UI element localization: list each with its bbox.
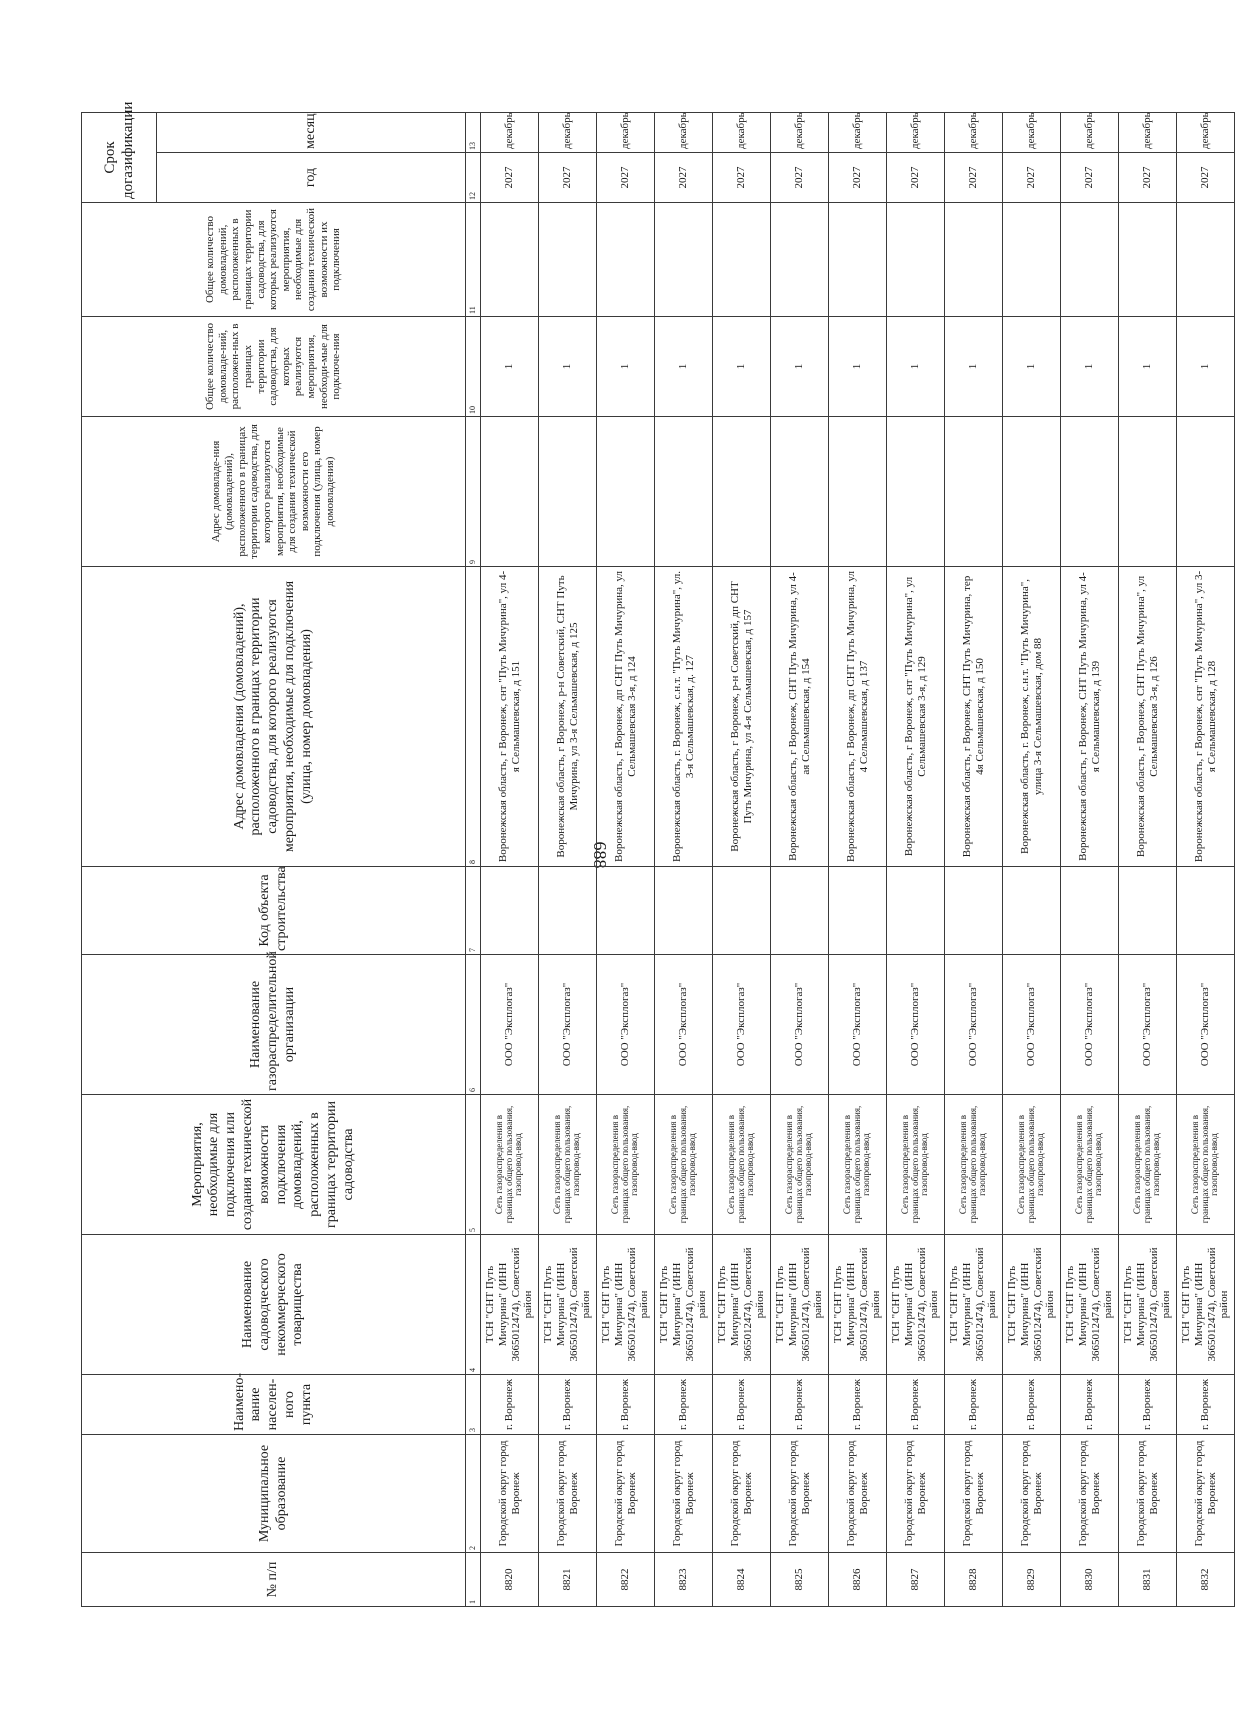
term-year-cell: 2027 <box>1177 153 1235 203</box>
address-cell: Воронежская область, г Воронеж, снт "Путь Мичурина", ул Сельмашевская 3-я, д 129 <box>887 567 945 867</box>
address-cell: Воронежская область, г Воронеж, СНТ Путь Мичурина, ул 4-ая Сельмашевская, д 154 <box>771 567 829 867</box>
snt-name-cell: ТСН "СНТ Путь Мичурина" (ИНН 3665012474), Советский район <box>1119 1235 1177 1375</box>
address-cell: Воронежская область, г Воронеж, р-н Советский, СНТ Путь Мичурина, ул 3-я Сельмашевская, д 125 <box>539 567 597 867</box>
address-tech-cell <box>481 417 539 567</box>
gas-org-cell: ООО "Эксплогаз" <box>945 955 1003 1095</box>
object-code-cell <box>1177 867 1235 955</box>
object-code-cell <box>481 867 539 955</box>
object-code-cell <box>1003 867 1061 955</box>
term-month-cell: декабрь <box>1003 112 1061 152</box>
address-tech-cell <box>1003 417 1061 567</box>
header-col-3: Наимено-вание населен-ного пункта <box>82 1375 466 1435</box>
gas-org-cell: ООО "Эксплогаз" <box>1003 955 1061 1095</box>
settlement-cell: г. Воронеж <box>1061 1375 1119 1435</box>
header-col-2: Муниципальное образование <box>82 1435 466 1553</box>
household-count-tech-cell <box>655 203 713 317</box>
table-row <box>539 112 597 1606</box>
settlement-cell: г. Воронеж <box>771 1375 829 1435</box>
row-number: 8826 <box>829 1553 887 1607</box>
object-code-cell <box>1061 867 1119 955</box>
household-count-tech-cell <box>597 203 655 317</box>
event-cell: Сеть газораспределения в границах общего пользования, газопровод-ввод <box>713 1095 771 1235</box>
address-cell: Воронежская область, г Воронеж, СНТ Путь Мичурина", ул Сельмашевская 3-я, д 126 <box>1119 567 1177 867</box>
header-col-4: Наименование садоводческого некоммерческого товарищества <box>82 1235 466 1375</box>
table-row <box>771 112 829 1606</box>
household-count-tech-cell <box>713 203 771 317</box>
term-month-cell: декабрь <box>481 112 539 152</box>
table-row <box>1119 112 1177 1606</box>
column-number: 13 <box>466 112 481 152</box>
header-col-6: Наименование газораспределительной организации <box>82 955 466 1095</box>
term-month-cell: декабрь <box>1061 112 1119 152</box>
table-row <box>655 112 713 1606</box>
snt-name-cell: ТСН "СНТ Путь Мичурина" (ИНН 3665012474), Советский район <box>829 1235 887 1375</box>
table-row <box>481 112 539 1606</box>
term-year-cell: 2027 <box>887 153 945 203</box>
snt-name-cell: ТСН "СНТ Путь Мичурина" (ИНН 3665012474), Советский район <box>1177 1235 1235 1375</box>
snt-name-cell: ТСН "СНТ Путь Мичурина" (ИНН 3665012474), Советский район <box>539 1235 597 1375</box>
row-number: 8823 <box>655 1553 713 1607</box>
settlement-cell: г. Воронеж <box>713 1375 771 1435</box>
settlement-cell: г. Воронеж <box>1119 1375 1177 1435</box>
header-col-5: Мероприятия, необходимые для подключения или создания технической возможности подключения домовладений, расположенных в границах территории садоводства <box>82 1095 466 1235</box>
header-col-1: № п/п <box>82 1553 466 1607</box>
address-tech-cell <box>771 417 829 567</box>
event-cell: Сеть газораспределения в границах общего пользования, газопровод-ввод <box>1061 1095 1119 1235</box>
event-cell: Сеть газораспределения в границах общего пользования, газопровод-ввод <box>945 1095 1003 1235</box>
household-count-tech-cell <box>1061 203 1119 317</box>
term-year-cell: 2027 <box>829 153 887 203</box>
address-cell: Воронежская область, г Воронеж, снт "Путь Мичурина", ул 4-я Сельмашевская, д 151 <box>481 567 539 867</box>
term-month-cell: декабрь <box>887 112 945 152</box>
row-number: 8827 <box>887 1553 945 1607</box>
header-col-11: Общее количество домовладений, расположенных в границах территории садоводства, для которых реализуются мероприятия, необходимые для создания технической возможности их подключения <box>82 203 466 317</box>
header-col-8: Адрес домовладения (домовладений), расположенного в границах территории садоводства, для которого реализуются мероприятия, необходимые для подключения (улица, номер домовладения) <box>82 567 466 867</box>
header-col-10: Общее количество домовладе-ний, расположен-ных в границах территории садоводства, для которых реализуются мероприятия, необходи-мые для подключе-ния <box>82 317 466 417</box>
row-number: 8824 <box>713 1553 771 1607</box>
household-count-cell: 1 <box>887 317 945 417</box>
rotated-table-container <box>81 101 1235 1607</box>
row-number: 8829 <box>1003 1553 1061 1607</box>
header-col-9: Адрес домовладе-ния (домовладений), расположенного в границах территории садоводства, для которого реализуются мероприятия, необходимые для создания технической возможности его подключения (улица, номер домовладения) <box>82 417 466 567</box>
row-number: 8831 <box>1119 1553 1177 1607</box>
snt-name-cell: ТСН "СНТ Путь Мичурина" (ИНН 3665012474), Советский район <box>597 1235 655 1375</box>
household-count-cell: 1 <box>1003 317 1061 417</box>
term-month-cell: декабрь <box>1119 112 1177 152</box>
object-code-cell <box>1119 867 1177 955</box>
term-month-cell: декабрь <box>1177 112 1235 152</box>
term-month-cell: декабрь <box>597 112 655 152</box>
event-cell: Сеть газораспределения в границах общего пользования, газопровод-ввод <box>1119 1095 1177 1235</box>
household-count-cell: 1 <box>829 317 887 417</box>
municipality-cell: Городской округ город Воронеж <box>1061 1435 1119 1553</box>
municipality-cell: Городской округ город Воронеж <box>887 1435 945 1553</box>
object-code-cell <box>655 867 713 955</box>
header-term-year: год <box>157 153 466 203</box>
object-code-cell <box>597 867 655 955</box>
table-row <box>1177 112 1235 1606</box>
term-month-cell: декабрь <box>539 112 597 152</box>
row-number: 8821 <box>539 1553 597 1607</box>
gas-org-cell: ООО "Эксплогаз" <box>771 955 829 1095</box>
header-term-group: Срок догазификации <box>82 112 157 202</box>
household-count-tech-cell <box>829 203 887 317</box>
snt-name-cell: ТСН "СНТ Путь Мичурина" (ИНН 3665012474), Советский район <box>481 1235 539 1375</box>
household-count-cell: 1 <box>1061 317 1119 417</box>
event-cell: Сеть газораспределения в границах общего пользования, газопровод-ввод <box>829 1095 887 1235</box>
event-cell: Сеть газораспределения в границах общего пользования, газопровод-ввод <box>481 1095 539 1235</box>
snt-name-cell: ТСН "СНТ Путь Мичурина" (ИНН 3665012474), Советский район <box>1003 1235 1061 1375</box>
term-month-cell: декабрь <box>713 112 771 152</box>
household-count-cell: 1 <box>771 317 829 417</box>
column-number: 12 <box>466 153 481 203</box>
term-month-cell: декабрь <box>829 112 887 152</box>
table-body <box>82 101 1235 1606</box>
municipality-cell: Городской округ город Воронеж <box>771 1435 829 1553</box>
municipality-cell: Городской округ город Воронеж <box>539 1435 597 1553</box>
household-count-cell: 1 <box>713 317 771 417</box>
household-count-tech-cell <box>887 203 945 317</box>
term-year-cell: 2027 <box>655 153 713 203</box>
row-number: 8825 <box>771 1553 829 1607</box>
table-row <box>597 112 655 1606</box>
column-number: 11 <box>466 203 481 317</box>
column-number: 5 <box>466 1095 481 1235</box>
header-row <box>82 112 157 1606</box>
municipality-cell: Городской округ город Воронеж <box>1119 1435 1177 1553</box>
row-number: 8830 <box>1061 1553 1119 1607</box>
address-tech-cell <box>945 417 1003 567</box>
address-tech-cell <box>655 417 713 567</box>
household-count-tech-cell <box>1119 203 1177 317</box>
term-year-cell: 2027 <box>771 153 829 203</box>
settlement-cell: г. Воронеж <box>887 1375 945 1435</box>
column-number: 9 <box>466 417 481 567</box>
address-cell: Воронежская область, г Воронеж, СНТ Путь Мичурина, тер 4я Сельмашевская, д 150 <box>945 567 1003 867</box>
event-cell: Сеть газораспределения в границах общего пользования, газопровод-ввод <box>539 1095 597 1235</box>
column-number: 8 <box>466 567 481 867</box>
row-number: 8822 <box>597 1553 655 1607</box>
address-tech-cell <box>539 417 597 567</box>
event-cell: Сеть газораспределения в границах общего пользования, газопровод-ввод <box>1003 1095 1061 1235</box>
table-row <box>1061 112 1119 1606</box>
object-code-cell <box>887 867 945 955</box>
address-tech-cell <box>829 417 887 567</box>
event-cell: Сеть газораспределения в границах общего пользования, газопровод-ввод <box>655 1095 713 1235</box>
gas-org-cell: ООО "Эксплогаз" <box>597 955 655 1095</box>
page-number: 688 <box>590 841 610 869</box>
address-cell: Воронежская область, г Воронеж, дп СНТ Путь Мичурина, ул 4 Сельмашевская, д 137 <box>829 567 887 867</box>
event-cell: Сеть газораспределения в границах общего пользования, газопровод-ввод <box>597 1095 655 1235</box>
gas-org-cell: ООО "Эксплогаз" <box>1177 955 1235 1095</box>
gas-org-cell: ООО "Эксплогаз" <box>887 955 945 1095</box>
household-count-tech-cell <box>1177 203 1235 317</box>
event-cell: Сеть газораспределения в границах общего пользования, газопровод-ввод <box>1177 1095 1235 1235</box>
municipality-cell: Городской округ город Воронеж <box>481 1435 539 1553</box>
term-month-cell: декабрь <box>771 112 829 152</box>
term-year-cell: 2027 <box>1119 153 1177 203</box>
municipality-cell: Городской округ город Воронеж <box>829 1435 887 1553</box>
snt-name-cell: ТСН "СНТ Путь Мичурина" (ИНН 3665012474), Советский район <box>655 1235 713 1375</box>
municipality-cell: Городской округ город Воронеж <box>1003 1435 1061 1553</box>
gas-org-cell: ООО "Эксплогаз" <box>713 955 771 1095</box>
snt-name-cell: ТСН "СНТ Путь Мичурина" (ИНН 3665012474), Советский район <box>945 1235 1003 1375</box>
address-tech-cell <box>887 417 945 567</box>
gas-org-cell: ООО "Эксплогаз" <box>539 955 597 1095</box>
column-number: 1 <box>466 1553 481 1607</box>
address-tech-cell <box>597 417 655 567</box>
snt-name-cell: ТСН "СНТ Путь Мичурина" (ИНН 3665012474), Советский район <box>1061 1235 1119 1375</box>
address-tech-cell <box>1119 417 1177 567</box>
settlement-cell: г. Воронеж <box>1003 1375 1061 1435</box>
household-count-cell: 1 <box>945 317 1003 417</box>
gas-org-cell: ООО "Эксплогаз" <box>829 955 887 1095</box>
address-cell: Воронежская область, г Воронеж, р-н Советский, дп СНТ Путь Мичурина, ул 4-я Сельмашевская, д 157 <box>713 567 771 867</box>
household-count-tech-cell <box>771 203 829 317</box>
row-number: 8820 <box>481 1553 539 1607</box>
household-count-tech-cell <box>481 203 539 317</box>
term-month-cell: декабрь <box>655 112 713 152</box>
column-number: 7 <box>466 867 481 955</box>
row-number: 8828 <box>945 1553 1003 1607</box>
municipality-cell: Городской округ город Воронеж <box>655 1435 713 1553</box>
column-number: 3 <box>466 1375 481 1435</box>
household-count-cell: 1 <box>1177 317 1235 417</box>
term-year-cell: 2027 <box>539 153 597 203</box>
object-code-cell <box>945 867 1003 955</box>
table-row <box>945 112 1003 1606</box>
settlement-cell: г. Воронеж <box>655 1375 713 1435</box>
term-year-cell: 2027 <box>713 153 771 203</box>
household-count-tech-cell <box>539 203 597 317</box>
household-count-tech-cell <box>945 203 1003 317</box>
household-count-cell: 1 <box>655 317 713 417</box>
column-number: 4 <box>466 1235 481 1375</box>
gasification-register-table <box>81 101 1235 1607</box>
snt-name-cell: ТСН "СНТ Путь Мичурина" (ИНН 3665012474), Советский район <box>771 1235 829 1375</box>
term-month-cell: декабрь <box>945 112 1003 152</box>
settlement-cell: г. Воронеж <box>481 1375 539 1435</box>
header-col-7: Код объекта строительства <box>82 867 466 955</box>
address-cell: Воронежская область, г Воронеж, снт "Путь Мичурина", ул 3-я Сельмашевская, д 128 <box>1177 567 1235 867</box>
header-term-month: месяц <box>157 112 466 152</box>
household-count-cell: 1 <box>539 317 597 417</box>
municipality-cell: Городской округ город Воронеж <box>713 1435 771 1553</box>
address-cell: Воронежская область, г Воронеж, СНТ Путь Мичурина, ул 4-я Сельмашевская, д 139 <box>1061 567 1119 867</box>
object-code-cell <box>771 867 829 955</box>
household-count-cell: 1 <box>597 317 655 417</box>
address-cell: Воронежская область, г. Воронеж, с.н.т. "Путь Мичурина", ул. 3-я Сельмашевская, д. 127 <box>655 567 713 867</box>
gas-org-cell: ООО "Эксплогаз" <box>1061 955 1119 1095</box>
address-tech-cell <box>1177 417 1235 567</box>
event-cell: Сеть газораспределения в границах общего пользования, газопровод-ввод <box>771 1095 829 1235</box>
household-count-cell: 1 <box>1119 317 1177 417</box>
snt-name-cell: ТСН "СНТ Путь Мичурина" (ИНН 3665012474), Советский район <box>713 1235 771 1375</box>
snt-name-cell: ТСН "СНТ Путь Мичурина" (ИНН 3665012474), Советский район <box>887 1235 945 1375</box>
gas-org-cell: ООО "Эксплогаз" <box>655 955 713 1095</box>
settlement-cell: г. Воронеж <box>829 1375 887 1435</box>
gas-org-cell: ООО "Эксплогаз" <box>1119 955 1177 1095</box>
household-count-tech-cell <box>1003 203 1061 317</box>
municipality-cell: Городской округ город Воронеж <box>597 1435 655 1553</box>
address-cell: Воронежская область, г Воронеж, дп СНТ Путь Мичурина, ул Сельмашевская 3-я, д 124 <box>597 567 655 867</box>
table-row <box>887 112 945 1606</box>
term-year-cell: 2027 <box>1061 153 1119 203</box>
gas-org-cell: ООО "Эксплогаз" <box>481 955 539 1095</box>
household-count-cell: 1 <box>481 317 539 417</box>
object-code-cell <box>829 867 887 955</box>
event-cell: Сеть газораспределения в границах общего пользования, газопровод-ввод <box>887 1095 945 1235</box>
table-row <box>1003 112 1061 1606</box>
term-year-cell: 2027 <box>945 153 1003 203</box>
address-tech-cell <box>713 417 771 567</box>
settlement-cell: г. Воронеж <box>597 1375 655 1435</box>
settlement-cell: г. Воронеж <box>539 1375 597 1435</box>
column-number: 2 <box>466 1435 481 1553</box>
object-code-cell <box>713 867 771 955</box>
term-year-cell: 2027 <box>481 153 539 203</box>
address-tech-cell <box>1061 417 1119 567</box>
column-number-row <box>466 112 481 1606</box>
row-number: 8832 <box>1177 1553 1235 1607</box>
table-row <box>829 112 887 1606</box>
address-cell: Воронежская область, г. Воронеж, с.н.т. "Путь Мичурина", улица 3-я Сельмашевская, дом 88 <box>1003 567 1061 867</box>
table-row <box>713 112 771 1606</box>
municipality-cell: Городской округ город Воронеж <box>1177 1435 1235 1553</box>
column-number: 6 <box>466 955 481 1095</box>
object-code-cell <box>539 867 597 955</box>
settlement-cell: г. Воронеж <box>945 1375 1003 1435</box>
municipality-cell: Городской округ город Воронеж <box>945 1435 1003 1553</box>
column-number: 10 <box>466 317 481 417</box>
term-year-cell: 2027 <box>1003 153 1061 203</box>
settlement-cell: г. Воронеж <box>1177 1375 1235 1435</box>
term-year-cell: 2027 <box>597 153 655 203</box>
